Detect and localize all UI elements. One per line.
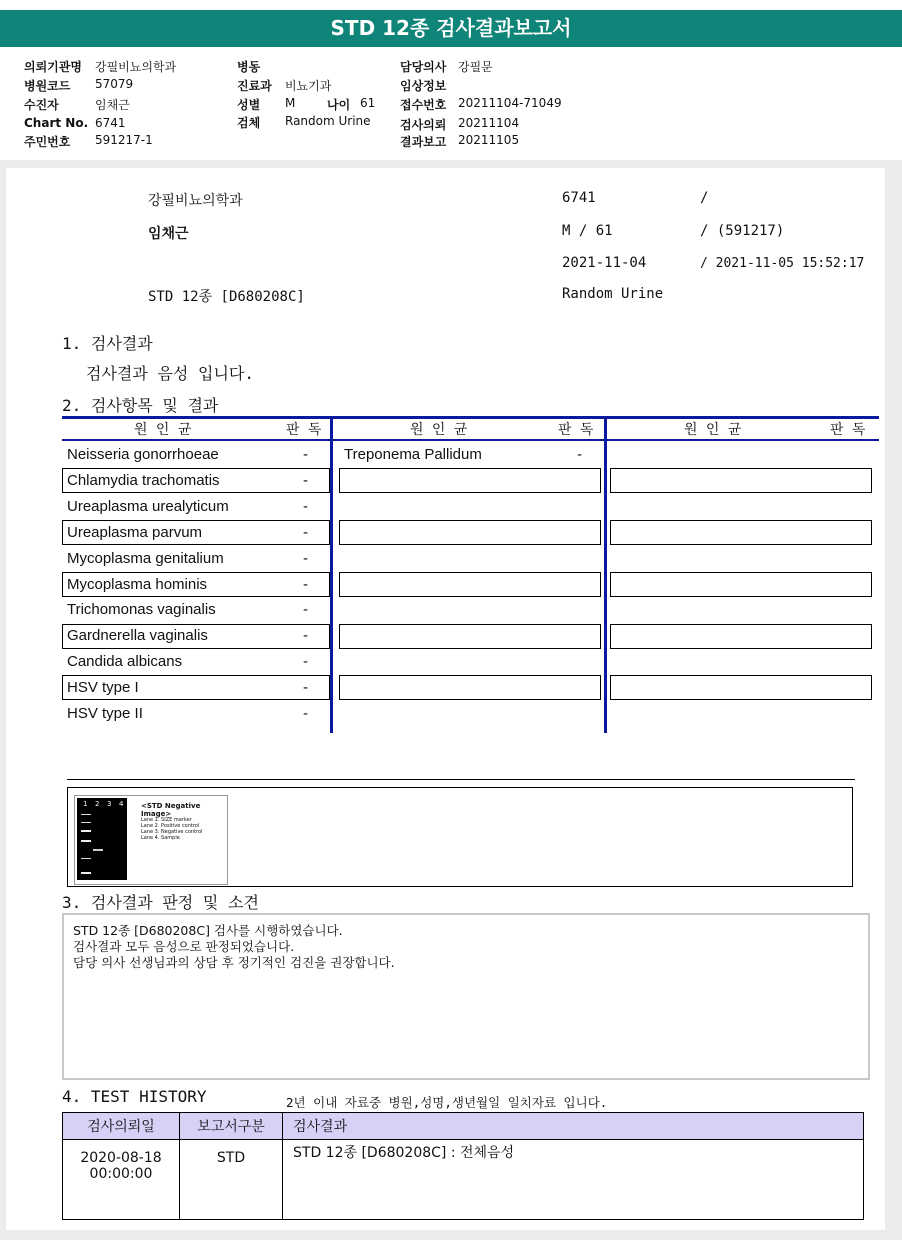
header-label: Chart No. xyxy=(24,116,89,130)
table-header-result: 판 독 xyxy=(286,423,322,439)
organism-name: Ureaplasma urealyticum xyxy=(67,498,229,515)
header-label: 병동 xyxy=(237,60,261,74)
header-label: 주민번호 xyxy=(24,135,71,149)
gel-title: <STD Negative Image> xyxy=(141,802,201,818)
organism-result: - xyxy=(303,576,308,593)
gel-band xyxy=(81,872,91,874)
table-cell-box xyxy=(610,468,872,493)
table-divider xyxy=(330,416,333,733)
organism-name: Mycoplasma genitalium xyxy=(67,550,224,567)
header-label: 검사의뢰 xyxy=(400,118,447,132)
table-divider xyxy=(604,416,607,733)
lane-label: 4 xyxy=(119,800,124,808)
summary-patient: 임채근 xyxy=(148,226,189,242)
header-label: 접수번호 xyxy=(400,98,447,112)
table-cell-box xyxy=(339,624,601,649)
remark-line: STD 12종 [D680208C] 검사를 시행하였습니다. xyxy=(73,923,343,938)
header-label: 검체 xyxy=(237,116,261,130)
remark-box xyxy=(62,913,870,1080)
table-header-result: 판 독 xyxy=(830,423,866,439)
section-title: 4. TEST HISTORY xyxy=(62,1087,207,1106)
lane-label: 1 xyxy=(83,800,88,808)
gel-band xyxy=(81,814,91,815)
header-value: 591217-1 xyxy=(95,133,153,147)
header-value: 20211104-71049 xyxy=(458,96,562,110)
table-cell-box xyxy=(610,572,872,597)
organism-result: - xyxy=(303,472,308,489)
organism-result: - xyxy=(303,446,308,463)
header-label: 나이 xyxy=(327,98,351,112)
gel-band xyxy=(81,858,91,859)
summary-sex-age: M / 61 xyxy=(562,223,613,239)
history-result: STD 12종 [D680208C] : 전체음성 xyxy=(283,1140,864,1220)
organism-name: HSV type II xyxy=(67,705,143,722)
organism-name: Candida albicans xyxy=(67,653,183,670)
header-label: 성별 xyxy=(237,98,261,112)
divider xyxy=(0,160,902,168)
history-header-row xyxy=(63,1113,864,1140)
organism-name: Gardnerella vaginalis xyxy=(67,627,208,644)
header-label: 담당의사 xyxy=(400,60,447,74)
summary-report-date: / 2021-11-05 15:52:17 xyxy=(700,256,865,271)
history-header: 보고서구분 xyxy=(180,1113,283,1140)
summary-specimen: Random Urine xyxy=(562,286,664,302)
organism-name: Neisseria gonorrhoeae xyxy=(67,446,219,463)
table-header-organism: 원 인 균 xyxy=(684,423,742,439)
table-header-result: 판 독 xyxy=(558,423,594,439)
gel-band xyxy=(81,822,91,823)
history-time: 00:00:00 xyxy=(89,1166,153,1182)
table-cell-box xyxy=(610,624,872,649)
header-value: 강필문 xyxy=(458,60,493,74)
divider xyxy=(0,1230,902,1240)
section-text: 검사결과 음성 입니다. xyxy=(86,364,255,383)
table-cell-box xyxy=(339,468,601,493)
history-header: 검사결과 xyxy=(283,1113,864,1140)
gel-legend-item: Lane 2. Positive control xyxy=(141,823,200,829)
organism-name: HSV type I xyxy=(67,679,139,696)
remark-line: 검사결과 모두 음성으로 판정되었습니다. xyxy=(73,939,295,954)
organism-result: - xyxy=(303,550,308,567)
organism-result: - xyxy=(303,601,308,618)
organism-name: Chlamydia trachomatis xyxy=(67,472,220,489)
gel-lanes xyxy=(77,798,127,880)
header-label: 수진자 xyxy=(24,98,59,112)
gel-image xyxy=(74,795,228,885)
gel-legend-item: Lane 4. Sample xyxy=(141,835,180,841)
header-label: 결과보고 xyxy=(400,135,447,149)
header-value: 강필비뇨의학과 xyxy=(95,60,177,74)
header-value: 20211105 xyxy=(458,133,520,147)
header-value: 6741 xyxy=(95,116,126,130)
gel-legend-item: Lane 1. SIZE marker xyxy=(141,817,192,823)
section-title: 3. 검사결과 판정 및 소견 xyxy=(62,893,259,912)
report-title: STD 12종 검사결과보고서 xyxy=(0,10,902,47)
remark-text xyxy=(73,923,395,971)
organism-name: Treponema Pallidum xyxy=(344,446,482,463)
history-table xyxy=(62,1112,864,1220)
organism-name: Trichomonas vaginalis xyxy=(67,601,216,618)
section-title: 2. 검사항목 및 결과 xyxy=(62,396,219,415)
divider xyxy=(67,779,855,780)
table-row xyxy=(63,1140,864,1220)
lane-label: 2 xyxy=(95,800,100,808)
gel-legend xyxy=(141,817,202,841)
lane-label: 3 xyxy=(107,800,112,808)
organism-result: - xyxy=(303,627,308,644)
organism-result: - xyxy=(303,524,308,541)
organism-name: Ureaplasma parvum xyxy=(67,524,203,541)
summary-req-date: 2021-11-04 xyxy=(562,255,647,271)
organism-name: Mycoplasma hominis xyxy=(67,576,208,593)
table-header-line xyxy=(62,439,879,441)
divider xyxy=(0,168,6,1230)
table-cell-box xyxy=(339,572,601,597)
table-cell-box xyxy=(610,520,872,545)
header-value: 20211104 xyxy=(458,116,520,130)
organism-result: - xyxy=(577,446,582,463)
organism-result: - xyxy=(303,498,308,515)
history-header: 검사의뢰일 xyxy=(63,1113,180,1140)
organism-result: - xyxy=(303,705,308,722)
history-type: STD xyxy=(180,1140,283,1220)
section-title: 1. 검사결과 xyxy=(62,334,153,353)
history-date: 2020-08-18 xyxy=(80,1150,162,1166)
header-value: Random Urine xyxy=(285,114,371,128)
organism-result: - xyxy=(303,653,308,670)
header-label: 병원코드 xyxy=(24,79,71,93)
gel-band xyxy=(93,849,103,851)
summary-test: STD 12종 [D680208C] xyxy=(148,289,305,305)
divider xyxy=(885,168,902,1230)
header-value: M xyxy=(285,96,296,110)
summary-id: / (591217) xyxy=(700,223,785,239)
gel-legend-item: Lane 3. Negative control xyxy=(141,829,203,835)
summary-hospital: 강필비뇨의학과 xyxy=(148,193,243,209)
header-label: 진료과 xyxy=(237,79,272,93)
table-cell-box xyxy=(610,675,872,700)
header-label: 임상정보 xyxy=(400,79,447,93)
table-header-organism: 원 인 균 xyxy=(134,423,192,439)
table-cell-box xyxy=(339,675,601,700)
header-label: 의뢰기관명 xyxy=(24,60,82,74)
history-note: 2년 이내 자료중 병원,성명,생년월일 일치자료 입니다. xyxy=(286,1095,608,1110)
gel-band xyxy=(81,830,91,832)
table-cell-box xyxy=(339,520,601,545)
header-value: 57079 xyxy=(95,77,134,91)
header-value: 61 xyxy=(360,96,376,110)
table-header-organism: 원 인 균 xyxy=(410,423,468,439)
summary-slash: / xyxy=(700,190,709,206)
header-value: 임채근 xyxy=(95,98,130,112)
history-date-cell xyxy=(63,1140,180,1220)
header-value: 비뇨기과 xyxy=(285,79,332,93)
summary-chart: 6741 xyxy=(562,190,596,206)
organism-result: - xyxy=(303,679,308,696)
remark-line: 담당 의사 선생님과의 상담 후 정기적인 검진을 권장합니다. xyxy=(73,955,395,970)
gel-band xyxy=(81,840,91,842)
